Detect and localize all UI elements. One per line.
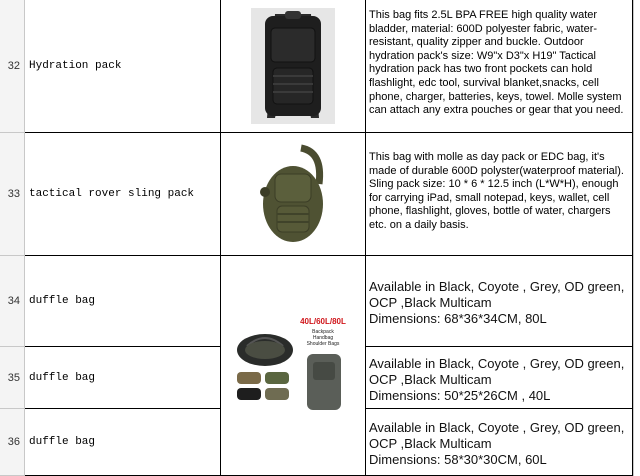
product-description-cell[interactable] — [366, 256, 633, 347]
duffle-bag-image — [233, 316, 353, 416]
product-name: tactical rover sling pack — [29, 188, 195, 200]
dimensions-text: Dimensions: 68*36*34CM, 80L — [369, 311, 547, 326]
row-number: 36 — [7, 436, 20, 448]
row-number: 32 — [7, 60, 20, 72]
duffle-caption-line1: Backpack — [312, 328, 334, 335]
row-number: 35 — [7, 371, 20, 384]
product-image-cell[interactable] — [221, 0, 366, 133]
duffle-caption-line3: Shoulder Bags — [306, 340, 340, 347]
product-description: This bag fits 2.5L BPA FREE high quality water bladder, material: 600D polyester fabric, water-resistant, quality zipper and buckle. Outdoor hydration pack's size: W9"x D3"x H19" Tactical hydration pack has two front pockets can hold flashlight, edc tool, survival blanket,snacks, cell phone, charger, batteries, keys, towel. Molle system can attach any extra pouches or gear that you need. — [369, 9, 624, 117]
column-edge — [633, 0, 640, 476]
duffle-image-cell[interactable] — [221, 256, 366, 476]
availability-text: Available in Black, Coyote , Grey, OD green, OCP ,Black Multicam — [369, 420, 625, 451]
dimensions-text: Dimensions: 58*30*30CM, 60L — [369, 452, 547, 467]
product-name-cell[interactable] — [25, 133, 221, 256]
product-description-cell[interactable] — [366, 409, 633, 476]
hydration-pack-image — [245, 8, 341, 124]
product-name: duffle bag — [29, 371, 96, 384]
product-name-cell[interactable] — [25, 256, 221, 347]
availability-text: Available in Black, Coyote , Grey, OD green, OCP ,Black Multicam — [369, 279, 625, 310]
product-name-cell[interactable] — [25, 347, 221, 409]
row-header-34[interactable] — [0, 256, 25, 347]
product-description: This bag with molle as day pack or EDC bag, it's made of durable 600D polyster(waterproof material). Sling pack size: 10 * 6 * 12.5 inch (L*W*H), enough for carrying iPad, small notepad, keys, wallet, cell phone, flashlight, gloves, bottle of water, chargers etc. on a daily basis. — [369, 151, 624, 231]
row-number: 34 — [7, 295, 20, 307]
row-header-32[interactable] — [0, 0, 25, 133]
dimensions-text: Dimensions: 50*25*26CM , 40L — [369, 387, 551, 403]
sling-pack-image — [253, 144, 333, 244]
product-name: duffle bag — [29, 295, 96, 307]
row-header-35[interactable] — [0, 347, 25, 409]
product-image-cell[interactable] — [221, 133, 366, 256]
availability-text: Available in Black, Coyote , Grey, OD green, OCP ,Black Multicam — [369, 355, 625, 387]
row-header-33[interactable] — [0, 133, 25, 256]
row-number: 33 — [7, 188, 20, 200]
duffle-caption-size: 40L/60L/80L — [300, 316, 346, 326]
product-description-cell[interactable] — [366, 133, 633, 256]
product-name-cell[interactable] — [25, 409, 221, 476]
product-name: duffle bag — [29, 436, 96, 448]
product-name-cell[interactable] — [25, 0, 221, 133]
row-header-36[interactable] — [0, 409, 25, 476]
duffle-caption-line2: Handbag — [312, 334, 334, 341]
product-description-cell[interactable] — [366, 0, 633, 133]
product-description-cell[interactable] — [366, 347, 633, 409]
product-name: Hydration pack — [29, 60, 122, 72]
